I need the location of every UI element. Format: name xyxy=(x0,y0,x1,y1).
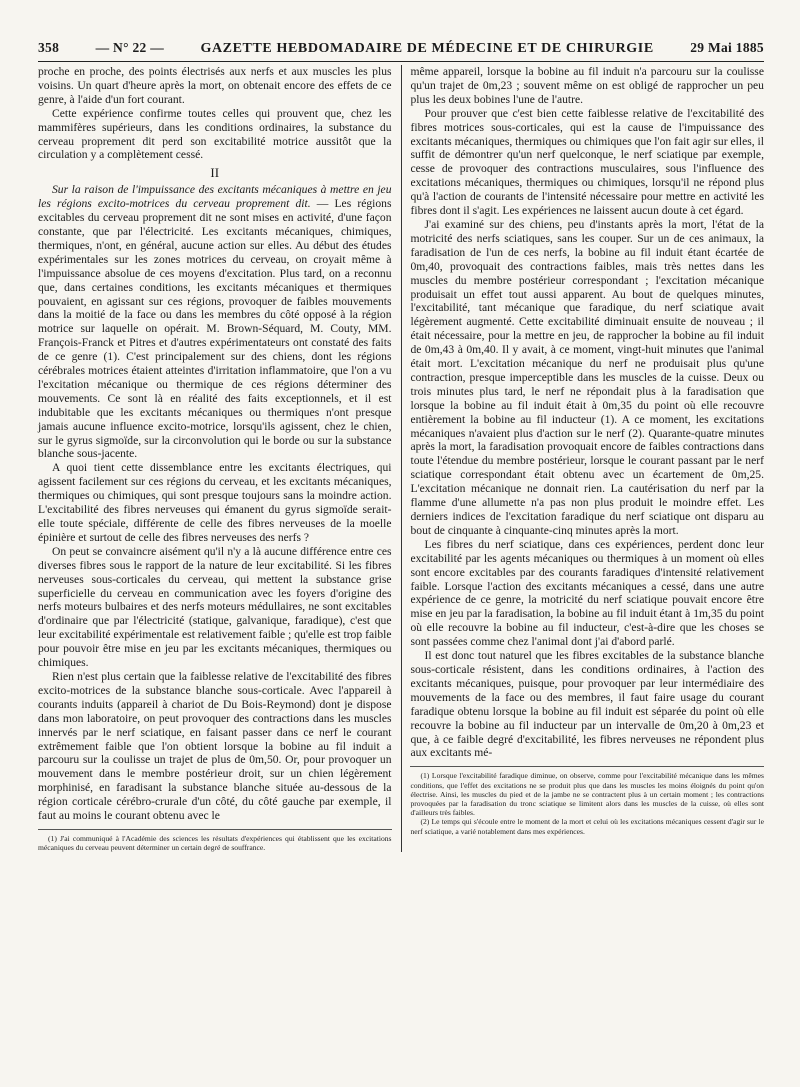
paragraph: proche en proche, des points électrisés aux nerfs et aux muscles les plus voisins. Un quart d'heure après la mort, on obtenait encore des effets de ce genre, à l'aide d'un fort courant. xyxy=(38,65,392,106)
issue-date: 29 Mai 1885 xyxy=(690,40,764,55)
page-number: 358 xyxy=(38,40,60,55)
paragraph: Il est donc tout naturel que les fibres excitables de la substance blanche sous-corticale résistent, dans les conditions ordinaires, à l'action des excitants mécaniques, puisque, pour provoquer par leur intermédiaire des mouvements de la face ou des membres, il faut faire usage du courant faradique obtenu lorsque la bobine au fil induit est séparée du point où elle recouvre la bobine au fil inducteur par un intervalle de 0m,20 à 0m,23 et que, à ce faible degré d'excitabilité, les fibres nerveuses ne répondent plus aux excitants mé- xyxy=(410,649,764,760)
footnote: (1) J'ai communiqué à l'Académie des sciences les résultats d'expériences qui établissent que les excitations mécaniques du cerveau peuvent déterminer un certain degré de souffrance. xyxy=(38,833,392,853)
footnotes xyxy=(410,766,764,835)
paragraph: On peut se convaincre aisément qu'il n'y a là aucune différence entre ces diverses fibres sous le rapport de la nature de leur excitabilité. Si les fibres nerveuses sous-corticales du cerveau, qui mettent la substance grise superficielle du cerveau en communication avec les foyers d'origine des nerfs moteurs bulbaires et des nerfs moteurs médullaires, ne sont excitables d'ordinaire que par l'électricité (statique, galvanique, faradique), c'est que leur excitabilité expérimentale est relativement faible ; qu'elle est trop faible pour pouvoir être mise en jeu par les excitants mécaniques, thermiques ou chimiques. xyxy=(38,544,392,670)
section-number: II xyxy=(210,165,220,181)
section-heading: Sur la raison de l'impuissance des excitants mécaniques à mettre en jeu les régions excito-motrices du cerveau proprement dit. xyxy=(38,183,392,211)
paragraph: Les fibres du nerf sciatique, dans ces expériences, perdent donc leur excitabilité par les agents mécaniques ou thermiques à un moment où elles sont encore excitables par des courants faradiques d'intensité relativement faible. Lorsque l'action des excitants mécaniques a cessé, dans une autre expérience de ce genre, la motricité du nerf sciatique pouvait encore être mise en jeu par la faradisation, la bobine au fil induit étant à 1m,35 du point où elle recouvre la bobine au fil inducteur, c'est-à-dire que les choses se sont passées comme chez l'animal dont j'ai d'abord parlé. xyxy=(410,537,764,649)
paragraph xyxy=(38,183,392,461)
issue-number: — N° 22 — xyxy=(95,40,165,55)
paragraph: Pour prouver que c'est bien cette faiblesse relative de l'excitabilité des fibres motrices sous-corticales, qui est la cause de l'impuissance des excitants mécaniques, thermiques ou chimiques que l'on fait agir sur elles, il suffit de démontrer qu'un nerf quelconque, le nerf sciatique par exemple, cesse de provoquer des contractions musculaires, sous l'influence des excitations mécaniques, thermiques ou chimiques, lorsqu'il ne répond plus qu'à l'action de courants de l'intensité nécessaire pour mettre en activité les fibres dont il s'agit. Les expériences ne laissent aucun doute à cet égard. xyxy=(410,106,764,218)
left-column xyxy=(38,65,401,852)
paragraph: Rien n'est plus certain que la faiblesse relative de l'excitabilité des fibres excito-motrices de la substance blanche sous-corticale. Avec l'appareil à courants induits (appareil à chariot de Du Bois-Reymond) dont je dispose dans mon laboratoire, on peut provoquer des contractions dans les muscles innervés par le nerf sciatique, en faisant passer dans ce nerf le courant extrêmement faible que l'on obtient lorsque la bobine au fil induit a parcouru sur la coulisse un trajet de plus de 0m,50. Or, pour provoquer un mouvement dans le membre postérieur droit, sur un chien légèrement morphinisé, en faradisant la substance blanche située au-dessous de la région corticale cérébro-crurale d'un côté, du côté gauche par exemple, il faut au moins le courant obtenu avec le xyxy=(38,669,392,823)
paragraph: même appareil, lorsque la bobine au fil induit n'a parcouru sur la coulisse qu'un trajet de 0m,23 ; souvent même on est obligé de rapprocher un peu plus les deux bobines l'une de l'autre. xyxy=(410,65,764,106)
paragraph: A quoi tient cette dissemblance entre les excitants électriques, qui agissent facilement sur ces régions du cerveau, et les excitants mécaniques, thermiques ou chimiques, qui sont presque toujours sans la moindre action. L'excitabilité des fibres nerveuses qui émanent du gyrus sigmoïde serait-elle toute spéciale, différente de celle des fibres nerveuses de la moelle épinière et surtout de celle des fibres nerveuses des nerfs ? xyxy=(38,461,392,544)
paragraph-text: — Les régions excitables du cerveau proprement dit ne sont mises en activité, d'une façon constante, que par l'électricité. Les excitants mécaniques, chimiques, thermiques, n'ont, en général, aucune action sur elles. Au début des études expérimentales sur les zones motrices du cerveau, on croyait même à l'impuissance absolue de ces moyens d'excitation. Plus tard, on a reconnu que, dans certaines conditions, les excitants mécaniques et thermiques pouvaient, en agissant sur ces régions, provoquer de faibles mouvements dans la moitié de la face ou dans les membres du côté opposé à la région motrice sur laquelle on opérait. M. Brown-Séquard, M. Couty, MM. François-Franck et Pitres et d'autres expérimentateurs ont constaté des faits de ce genre (1). C'est principalement sur des chiens, dont les régions cérébrales motrices étaient atteintes d'irritation inflammatoire, que l'on a vu l'excitation mécanique ou thermique de ces régions déterminer des mouvements. Ce sont là en réalité des faits exceptionnels, et il est indubitable que les excitants mécaniques ou thermiques n'ont presque jamais aucune influence excito-motrice, lorsqu'ils agissent, chez le chien, sur le gyrus sigmoïde, sur la circonvolution qui le borde ou sur la substance blanche sous-jacente. xyxy=(38,197,392,461)
footnote: (1) Lorsque l'excitabilité faradique diminue, on observe, comme pour l'excitabilité mécanique dans les mêmes conditions, que l'effet des excitations ne se produit plus que dans les muscles les moins éloignés du point qu'on électrise. Ainsi, les muscles du pied et de la jambe ne se contractent plus à un certain moment ; les contractions provoquées par la faradisation du tronc sciatique se limitent alors dans les muscles de la cuisse, où elles sont d'ailleurs très faibles. xyxy=(410,771,764,818)
paragraph: J'ai examiné sur des chiens, peu d'instants après la mort, l'état de la motricité des nerfs sciatiques, sans les couper. Sur un de ces animaux, la faradisation de l'un de ces nerfs, la bobine au fil induit étant écartée de 0m,40, provoquait des contractions faibles, mais très nettes dans les muscles du membre postérieur correspondant ; l'excitation mécanique produisait un effet tout aussi apparent. Au bout de quelques minutes, l'excitabilité, tant mécanique que faradique, du nerf sciatique avait légèrement augmenté. Cette excitabilité diminuait ensuite de nouveau ; il était nécessaire, pour la mettre en jeu, de rapprocher la bobine au fil induit de 0m,43 à 0m,40. Il y avait, à ce moment, vingt-huit minutes que l'animal était mort. L'excitation mécanique du nerf ne produisait plus qu'une contraction, presque imperceptible dans les muscles de la cuisse. Deux ou trois minutes plus tard, le nerf ne répondait plus à la faradisation que lorsque la bobine au fil induit était à 0m,35 du point où elle recouvre entièrement la bobine au fil inducteur (1). A ce moment, les excitations mécaniques n'avaient plus d'action sur le nerf (2). Quarante-quatre minutes après la mort, la faradisation provoquait encore de faibles contractions dans toute l'étendue du membre postérieur, lorsque le courant passant par le nerf sciatique correspondant était obtenu avec un écartement de 0m,25. L'excitation mécanique ne donnait rien. La cautérisation du nerf par la flamme d'une allumette n'a pas non plus produit le moindre effet. Les derniers indices de l'excitation faradique du nerf sciatique ont disparu au bout de cinquante à cinquante-cinq minutes après la mort. xyxy=(410,217,764,537)
right-column xyxy=(401,65,764,852)
article-columns xyxy=(38,65,764,852)
paragraph: Cette expérience confirme toutes celles qui prouvent que, chez les mammifères supérieurs, dans les conditions ordinaires, la substance du cerveau proprement dit perd son excitabilité motrice aussitôt que la circulation y a complètement cessé. xyxy=(38,106,392,162)
running-header xyxy=(38,40,764,62)
footnotes xyxy=(38,829,392,852)
footnote: (2) Le temps qui s'écoule entre le moment de la mort et celui où les excitations mécaniques cessent d'agir sur le nerf sciatique, a varié notablement dans mes expériences. xyxy=(410,817,764,836)
journal-title: GAZETTE HEBDOMADAIRE DE MÉDECINE ET DE CHIRURGIE xyxy=(200,41,654,56)
